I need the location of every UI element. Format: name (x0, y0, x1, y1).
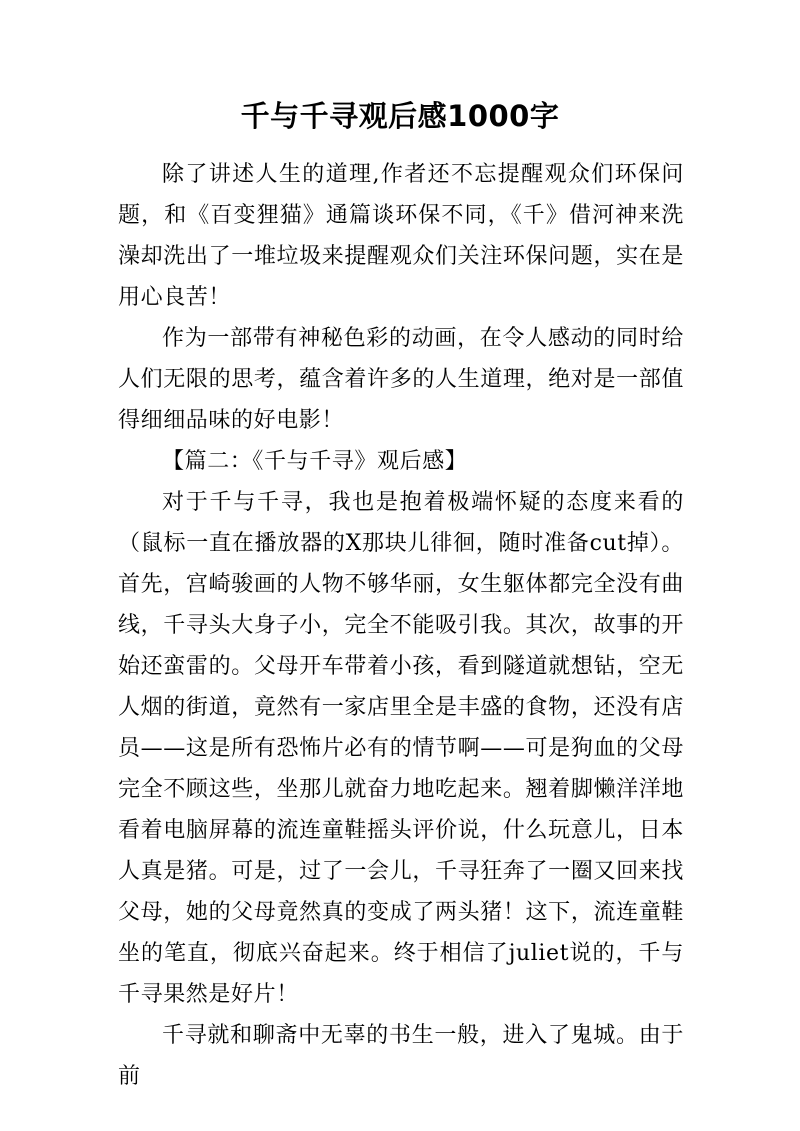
paragraph-environment: 除了讲述人生的道理,作者还不忘提醒观众们环保问题，和《百变狸猫》通篇谈环保不同，《千》借河神来洗澡却洗出了一堆垃圾来提醒观众们关注环保问题，实在是用心良苦！ (118, 162, 684, 310)
paragraph-conclusion: 作为一部带有神秘色彩的动画，在令人感动的同时给人们无限的思考，蕴含着许多的人生道理，绝对是一部值得细细品味的好电影！ (118, 326, 684, 433)
paragraph-review-continued: 千寻就和聊斋中无辜的书生一般，进入了鬼城。由于前 (118, 1023, 684, 1089)
document-title: 千与千寻观后感1000字 (240, 99, 560, 133)
document-body (118, 154, 684, 1097)
paragraph-review-opening: 对于千与千寻，我也是抱着极端怀疑的态度来看的（鼠标一直在播放器的X那块儿徘徊，随时准备cut掉）。首先，宫崎骏画的人物不够华丽，女生躯体都完全没有曲线，千寻头大身子小，完全不能吸引我。其次，故事的开始还蛮雷的。父母开车带着小孩，看到隧道就想钻，空无人烟的街道，竟然有一家店里全是丰盛的食物，还没有店员——这是所有恐怖片必有的情节啊——可是狗血的父母完全不顾这些，坐那儿就奋力地吃起来。翘着脚懒洋洋地看着电脑屏幕的流连童鞋摇头评价说，什么玩意儿，日本人真是猪。可是，过了一会儿，千寻狂奔了一圈又回来找父母，她的父母竟然真的变成了两头猪！这下，流连童鞋坐的笔直，彻底兴奋起来。终于相信了juliet说的，千与千寻果然是好片！ (118, 490, 684, 1007)
section-heading: 【篇二：《千与千寻》观后感】 (162, 449, 468, 474)
